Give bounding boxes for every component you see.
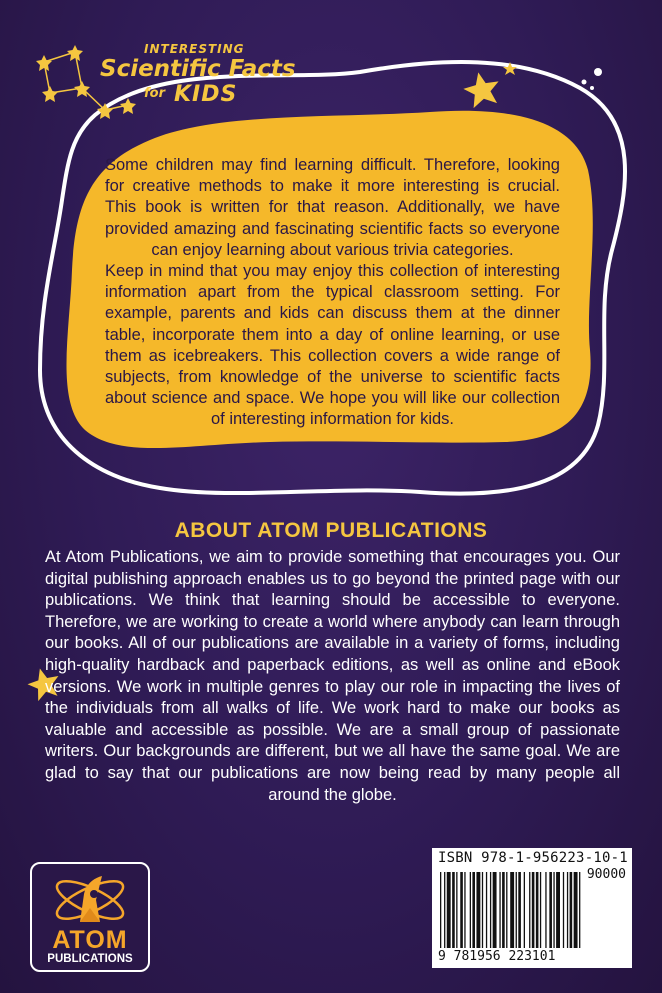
intro-paragraph-1: Some children may find learning difficult. Therefore, looking for creative methods to make it more interesting is crucial. This book is written for that reason. Additionally, we have provided amazing and fascinating scientific facts so everyone can enjoy learning about various trivia categories. [105, 156, 560, 259]
isbn-number: ISBN 978-1-956223-10-1 [438, 850, 628, 866]
ean-digits: 9 781956 223101 [438, 949, 556, 964]
atom-rocket-icon [50, 868, 130, 930]
logo-kicker: INTERESTING [144, 42, 245, 56]
publisher-subtitle: PUBLICATIONS [47, 953, 133, 965]
dot-icon [582, 80, 587, 85]
logo-title: Scientific Facts [100, 56, 296, 82]
intro-text [105, 155, 560, 431]
intro-paragraph-2: Keep in mind that you may enjoy this collection of interesting information apart from the typical classroom setting. For example, parents and kids can discuss them at the dinner table, incorporate them into a day of online learning, or use them as icebreakers. This collection covers a wide range of subjects, from knowledge of the universe to scientific facts about science and space. We hope you will like our collection of interesting information for kids. [105, 262, 560, 429]
about-heading: ABOUT ATOM PUBLICATIONS [174, 519, 488, 542]
isbn-barcode [432, 848, 632, 968]
publisher-logo [30, 862, 150, 972]
publisher-name: ATOM [52, 926, 128, 954]
dot-icon [594, 68, 602, 76]
dot-icon [590, 86, 594, 90]
barcode-bars [440, 872, 630, 950]
about-body: At Atom Publications, we aim to provide something that encourages you. Our digital publishing approach enables us to go beyond the printed page with our publications. We think that learning should be accessible to everyone. Therefore, we are working to create a world where anybody can learn through our books. All of our publications are available in a variety of forms, including high-quality hardback and paperback editions, as well as online and eBook versions. We work in multiple genres to play our role in impacting the lives of the individuals from all walks of life. We work hard to make our books as valuable and accessible as possible. We are a small group of passionate writers. Our backgrounds are different, but we all have the same goal. We are glad to say that our publications are now being read by many people all around the globe. [45, 548, 620, 804]
logo-kids: KIDS [174, 82, 238, 107]
price-addon: 90000 [586, 867, 626, 882]
logo-for: for [144, 86, 165, 101]
star-icon-top [461, 69, 503, 110]
